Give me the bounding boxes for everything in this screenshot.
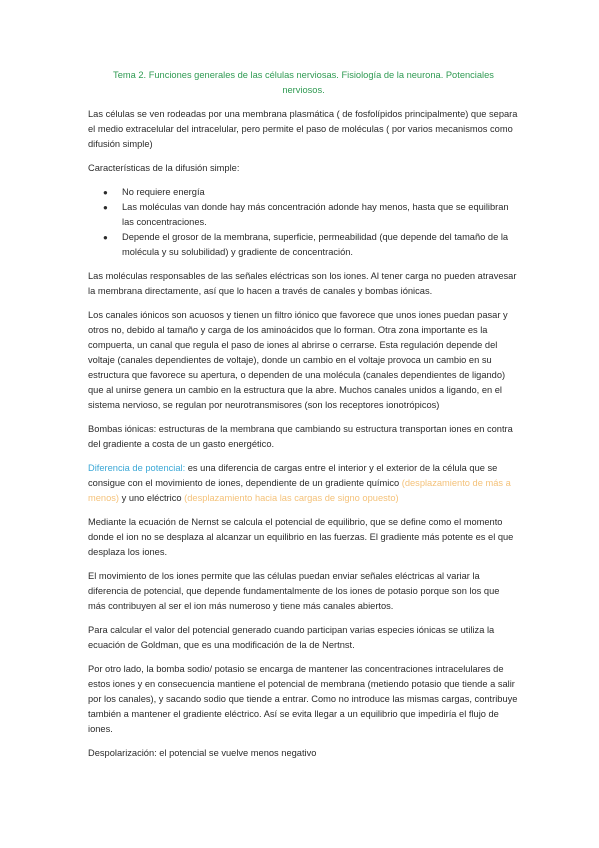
paragraph-diffusion-heading: Características de la difusión simple: <box>88 163 240 173</box>
paragraph-depolarization: Despolarización: el potencial se vuelve menos negativo <box>88 748 317 758</box>
list-item-text: Las moléculas van donde hay más concentración adonde hay menos, hasta que se equilibran las concentraciones. <box>122 202 509 227</box>
list-item <box>88 185 519 200</box>
paragraph-ion-movement: El movimiento de los iones permite que las células puedan enviar señales eléctricas al variar la diferencia de potencial, que depende fundamentalmente de los iones de potasio porque son los que más contribuyen al ser el ion más numeroso y tiene más canales abiertos. <box>88 571 500 611</box>
paragraph-potential-difference <box>88 461 519 506</box>
potential-difference-text-b: y uno eléctrico <box>119 493 185 503</box>
paragraph-membrane: Las células se ven rodeadas por una membrana plasmática ( de fosfolípidos principalmente) que separa el medio extracelular del intracelular, pero permite el paso de moléculas ( por varios mecanismos como difusión simple) <box>88 109 518 149</box>
paragraph-ion-pumps: Bombas iónicas: estructuras de la membrana que cambiando su estructura transportan iones en contra del gradiente a costa de un gasto energético. <box>88 424 513 449</box>
list-item-text: No requiere energía <box>122 187 205 197</box>
chemical-gradient-note: (desplazamiento de más a menos) <box>88 478 511 503</box>
paragraph-sodium-potassium-pump: Por otro lado, la bomba sodio/ potasio se encarga de mantener las concentraciones intracelulares de estos iones y en consecuencia mantiene el potencial de membrana (metiendo potasio que tiende a salir por los canales), y sacando sodio que tiende a entrar. Como no introduce las mismas cargas, contribuye también a mantener el gradiente eléctrico. Así se evita llegar a un equilibrio que impediría el flujo de iones. <box>88 664 518 734</box>
paragraph-goldman: Para calcular el valor del potencial generado cuando participan varias especies iónicas se utiliza la ecuación de Goldman, que es una modificación de la de Nertnst. <box>88 625 495 650</box>
bullet-icon: ● <box>103 233 108 242</box>
paragraph-ion-channels: Los canales iónicos son acuosos y tienen un filtro iónico que favorece que unos iones puedan pasar y otros no, debido al tamaño y carga de los aminoácidos que lo forman. Otra zona importante es la compuerta, un canal que regula el paso de iones al abrirse o cerrarse. Esta regulación depende del voltaje (canales dependientes de voltaje), donde un cambio en el voltaje provoca un cambio en su estructura que favorece su apertura, o dependen de una molécula (canales dependientes de ligando) que al unirse genera un cambio en la estructura que la abre. Muchos canales unidos a ligando, en el sistema nervioso, se regulan por neurotransmisores (son los receptores ionotrópicos) <box>88 310 508 410</box>
diffusion-characteristics-list <box>88 185 519 260</box>
bullet-icon: ● <box>103 188 108 197</box>
bullet-icon: ● <box>103 203 108 212</box>
list-item <box>88 230 519 260</box>
electric-gradient-note: (desplazamiento hacia las cargas de signo opuesto) <box>184 493 399 503</box>
document-title: Tema 2. Funciones generales de las células nerviosas. Fisiología de la neurona. Potenciales nerviosos. <box>113 70 494 95</box>
potential-difference-text-a: es una diferencia de cargas entre el interior y el exterior de la célula que se consigue con el movimiento de iones, dependiente de un gradiente químico <box>88 463 498 488</box>
term-potential-difference: Diferencia de potencial: <box>88 463 186 473</box>
list-item <box>88 200 519 230</box>
list-item-text: Depende el grosor de la membrana, superficie, permeabilidad (que depende del tamaño de la molécula y su solubilidad) y gradiente de concentración. <box>122 232 509 257</box>
paragraph-ions: Las moléculas responsables de las señales eléctricas son los iones. Al tener carga no pueden atravesar la membrana directamente, así que lo hacen a través de canales y bombas iónicas. <box>88 271 517 296</box>
paragraph-nernst: Mediante la ecuación de Nernst se calcula el potencial de equilibrio, que se define como el momento donde el ion no se desplaza al alcanzar un equilibrio en las fuerzas. El gradiente más potente es el que desplaza los iones. <box>88 517 514 557</box>
